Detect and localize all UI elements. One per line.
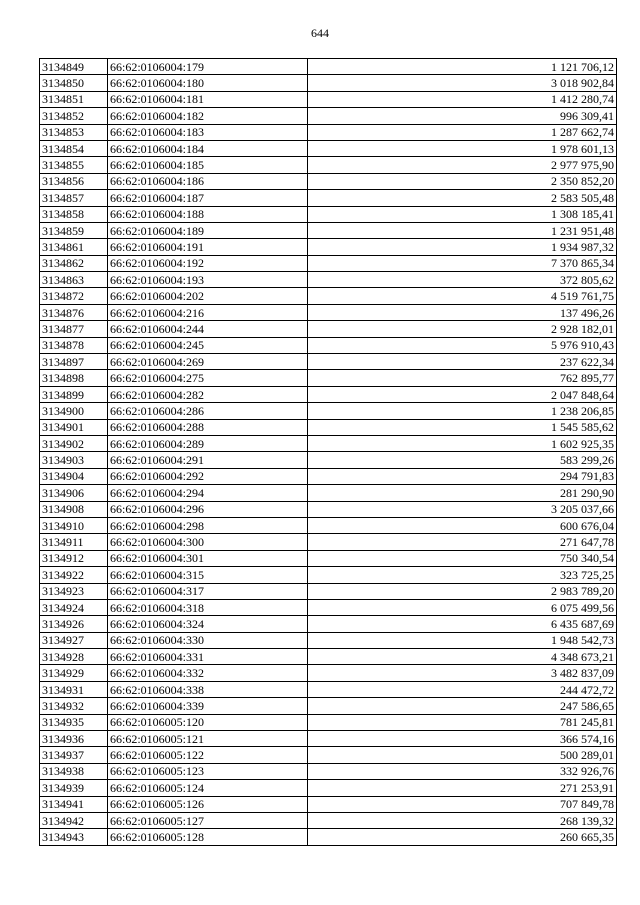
record-id-cell: 3134851 bbox=[40, 91, 108, 107]
table-row bbox=[40, 747, 617, 763]
record-id-cell: 3134904 bbox=[40, 468, 108, 484]
cadastral-number-cell: 66:62:0106004:300 bbox=[108, 534, 308, 550]
cadastral-number-cell: 66:62:0106004:245 bbox=[108, 337, 308, 353]
record-id-cell: 3134911 bbox=[40, 534, 108, 550]
record-id-cell: 3134862 bbox=[40, 255, 108, 271]
cadastral-number-cell: 66:62:0106004:188 bbox=[108, 206, 308, 222]
cadastral-number-cell: 66:62:0106004:180 bbox=[108, 75, 308, 91]
record-id-cell: 3134932 bbox=[40, 698, 108, 714]
cadastral-number-cell: 66:62:0106004:185 bbox=[108, 157, 308, 173]
cadastral-number-cell: 66:62:0106004:317 bbox=[108, 583, 308, 599]
value-cell: 2 983 789,20 bbox=[308, 583, 617, 599]
record-id-cell: 3134878 bbox=[40, 337, 108, 353]
value-cell: 281 290,90 bbox=[308, 485, 617, 501]
record-id-cell: 3134902 bbox=[40, 435, 108, 451]
cadastral-number-cell: 66:62:0106005:121 bbox=[108, 731, 308, 747]
record-id-cell: 3134935 bbox=[40, 714, 108, 730]
cadastral-number-cell: 66:62:0106004:301 bbox=[108, 550, 308, 566]
record-id-cell: 3134937 bbox=[40, 747, 108, 763]
value-cell: 3 482 837,09 bbox=[308, 665, 617, 681]
cadastral-number-cell: 66:62:0106004:184 bbox=[108, 140, 308, 156]
table-row bbox=[40, 419, 617, 435]
record-id-cell: 3134923 bbox=[40, 583, 108, 599]
value-cell: 1 978 601,13 bbox=[308, 140, 617, 156]
table-row bbox=[40, 435, 617, 451]
record-id-cell: 3134850 bbox=[40, 75, 108, 91]
value-cell: 707 849,78 bbox=[308, 796, 617, 812]
cadastral-number-cell: 66:62:0106004:289 bbox=[108, 435, 308, 451]
cadastral-number-cell: 66:62:0106004:193 bbox=[108, 272, 308, 288]
page-number: 644 bbox=[311, 26, 329, 40]
record-id-cell: 3134876 bbox=[40, 304, 108, 320]
table-row bbox=[40, 206, 617, 222]
record-id-cell: 3134863 bbox=[40, 272, 108, 288]
value-cell: 2 977 975,90 bbox=[308, 157, 617, 173]
cadastral-number-cell: 66:62:0106004:291 bbox=[108, 452, 308, 468]
table-body bbox=[40, 59, 617, 846]
value-cell: 2 047 848,64 bbox=[308, 386, 617, 402]
table-row bbox=[40, 649, 617, 665]
cadastral-number-cell: 66:62:0106004:189 bbox=[108, 222, 308, 238]
cadastral-number-cell: 66:62:0106005:122 bbox=[108, 747, 308, 763]
cadastral-number-cell: 66:62:0106005:124 bbox=[108, 780, 308, 796]
value-cell: 332 926,76 bbox=[308, 763, 617, 779]
record-id-cell: 3134849 bbox=[40, 59, 108, 75]
record-id-cell: 3134852 bbox=[40, 108, 108, 124]
table-row bbox=[40, 567, 617, 583]
cadastral-number-cell: 66:62:0106005:126 bbox=[108, 796, 308, 812]
cadastral-number-cell: 66:62:0106004:202 bbox=[108, 288, 308, 304]
record-id-cell: 3134903 bbox=[40, 452, 108, 468]
cadastral-number-cell: 66:62:0106004:298 bbox=[108, 517, 308, 533]
value-cell: 1 948 542,73 bbox=[308, 632, 617, 648]
value-cell: 3 018 902,84 bbox=[308, 75, 617, 91]
cadastral-number-cell: 66:62:0106004:296 bbox=[108, 501, 308, 517]
record-id-cell: 3134926 bbox=[40, 616, 108, 632]
value-cell: 1 602 925,35 bbox=[308, 435, 617, 451]
record-id-cell: 3134943 bbox=[40, 829, 108, 845]
table-row bbox=[40, 681, 617, 697]
value-cell: 137 496,26 bbox=[308, 304, 617, 320]
value-cell: 762 895,77 bbox=[308, 370, 617, 386]
table-row bbox=[40, 239, 617, 255]
table-row bbox=[40, 616, 617, 632]
cadastral-number-cell: 66:62:0106004:315 bbox=[108, 567, 308, 583]
cadastral-number-cell: 66:62:0106005:128 bbox=[108, 829, 308, 845]
table-row bbox=[40, 796, 617, 812]
record-id-cell: 3134899 bbox=[40, 386, 108, 402]
table-row bbox=[40, 468, 617, 484]
value-cell: 2 583 505,48 bbox=[308, 190, 617, 206]
table-row bbox=[40, 829, 617, 845]
record-id-cell: 3134931 bbox=[40, 681, 108, 697]
record-id-cell: 3134853 bbox=[40, 124, 108, 140]
value-cell: 500 289,01 bbox=[308, 747, 617, 763]
table-row bbox=[40, 780, 617, 796]
record-id-cell: 3134936 bbox=[40, 731, 108, 747]
table-row bbox=[40, 534, 617, 550]
table-row bbox=[40, 59, 617, 75]
cadastral-number-cell: 66:62:0106004:182 bbox=[108, 108, 308, 124]
table-row bbox=[40, 321, 617, 337]
table-row bbox=[40, 698, 617, 714]
cadastral-number-cell: 66:62:0106004:288 bbox=[108, 419, 308, 435]
value-cell: 237 622,34 bbox=[308, 354, 617, 370]
table-row bbox=[40, 583, 617, 599]
table-row bbox=[40, 222, 617, 238]
value-cell: 260 665,35 bbox=[308, 829, 617, 845]
cadastral-number-cell: 66:62:0106004:292 bbox=[108, 468, 308, 484]
cadastral-number-cell: 66:62:0106004:244 bbox=[108, 321, 308, 337]
cadastral-number-cell: 66:62:0106004:331 bbox=[108, 649, 308, 665]
cadastral-number-cell: 66:62:0106004:179 bbox=[108, 59, 308, 75]
table-row bbox=[40, 452, 617, 468]
record-id-cell: 3134856 bbox=[40, 173, 108, 189]
record-id-cell: 3134941 bbox=[40, 796, 108, 812]
table-row bbox=[40, 517, 617, 533]
table-row bbox=[40, 91, 617, 107]
value-cell: 1 934 987,32 bbox=[308, 239, 617, 255]
record-id-cell: 3134858 bbox=[40, 206, 108, 222]
record-id-cell: 3134861 bbox=[40, 239, 108, 255]
value-cell: 366 574,16 bbox=[308, 731, 617, 747]
table-row bbox=[40, 714, 617, 730]
record-id-cell: 3134857 bbox=[40, 190, 108, 206]
record-id-cell: 3134897 bbox=[40, 354, 108, 370]
value-cell: 294 791,83 bbox=[308, 468, 617, 484]
table-row bbox=[40, 812, 617, 828]
value-cell: 323 725,25 bbox=[308, 567, 617, 583]
record-id-cell: 3134942 bbox=[40, 812, 108, 828]
cadastral-number-cell: 66:62:0106004:181 bbox=[108, 91, 308, 107]
table-row bbox=[40, 731, 617, 747]
value-cell: 1 121 706,12 bbox=[308, 59, 617, 75]
value-cell: 1 308 185,41 bbox=[308, 206, 617, 222]
table-row bbox=[40, 632, 617, 648]
value-cell: 247 586,65 bbox=[308, 698, 617, 714]
value-cell: 271 647,78 bbox=[308, 534, 617, 550]
record-id-cell: 3134906 bbox=[40, 485, 108, 501]
value-cell: 4 519 761,75 bbox=[308, 288, 617, 304]
table-row bbox=[40, 763, 617, 779]
record-id-cell: 3134901 bbox=[40, 419, 108, 435]
value-cell: 1 238 206,85 bbox=[308, 403, 617, 419]
value-cell: 600 676,04 bbox=[308, 517, 617, 533]
cadastral-number-cell: 66:62:0106004:332 bbox=[108, 665, 308, 681]
value-cell: 3 205 037,66 bbox=[308, 501, 617, 517]
cadastral-number-cell: 66:62:0106004:286 bbox=[108, 403, 308, 419]
value-cell: 1 545 585,62 bbox=[308, 419, 617, 435]
cadastral-number-cell: 66:62:0106004:187 bbox=[108, 190, 308, 206]
value-cell: 583 299,26 bbox=[308, 452, 617, 468]
value-cell: 2 350 852,20 bbox=[308, 173, 617, 189]
record-id-cell: 3134912 bbox=[40, 550, 108, 566]
cadastral-number-cell: 66:62:0106004:269 bbox=[108, 354, 308, 370]
value-cell: 1 412 280,74 bbox=[308, 91, 617, 107]
record-id-cell: 3134855 bbox=[40, 157, 108, 173]
value-cell: 750 340,54 bbox=[308, 550, 617, 566]
record-id-cell: 3134927 bbox=[40, 632, 108, 648]
value-cell: 5 976 910,43 bbox=[308, 337, 617, 353]
cadastral-number-cell: 66:62:0106004:324 bbox=[108, 616, 308, 632]
table-row bbox=[40, 485, 617, 501]
table-row bbox=[40, 173, 617, 189]
table-row bbox=[40, 272, 617, 288]
value-cell: 6 435 687,69 bbox=[308, 616, 617, 632]
table-row bbox=[40, 255, 617, 271]
cadastral-number-cell: 66:62:0106004:216 bbox=[108, 304, 308, 320]
cadastral-number-cell: 66:62:0106004:330 bbox=[108, 632, 308, 648]
value-cell: 4 348 673,21 bbox=[308, 649, 617, 665]
cadastral-number-cell: 66:62:0106004:191 bbox=[108, 239, 308, 255]
cadastral-number-cell: 66:62:0106004:192 bbox=[108, 255, 308, 271]
record-id-cell: 3134900 bbox=[40, 403, 108, 419]
value-cell: 1 287 662,74 bbox=[308, 124, 617, 140]
value-cell: 6 075 499,56 bbox=[308, 599, 617, 615]
record-id-cell: 3134924 bbox=[40, 599, 108, 615]
table-row bbox=[40, 288, 617, 304]
cadastral-number-cell: 66:62:0106004:294 bbox=[108, 485, 308, 501]
table-row bbox=[40, 337, 617, 353]
value-cell: 7 370 865,34 bbox=[308, 255, 617, 271]
record-id-cell: 3134859 bbox=[40, 222, 108, 238]
value-cell: 996 309,41 bbox=[308, 108, 617, 124]
record-id-cell: 3134898 bbox=[40, 370, 108, 386]
table-row bbox=[40, 665, 617, 681]
value-cell: 271 253,91 bbox=[308, 780, 617, 796]
value-cell: 244 472,72 bbox=[308, 681, 617, 697]
table-row bbox=[40, 501, 617, 517]
cadastral-number-cell: 66:62:0106005:123 bbox=[108, 763, 308, 779]
record-id-cell: 3134908 bbox=[40, 501, 108, 517]
table-row bbox=[40, 403, 617, 419]
table-row bbox=[40, 157, 617, 173]
value-cell: 268 139,32 bbox=[308, 812, 617, 828]
cadastral-number-cell: 66:62:0106004:282 bbox=[108, 386, 308, 402]
table-row bbox=[40, 386, 617, 402]
table-row bbox=[40, 550, 617, 566]
cadastral-number-cell: 66:62:0106005:127 bbox=[108, 812, 308, 828]
table-row bbox=[40, 140, 617, 156]
value-cell: 2 928 182,01 bbox=[308, 321, 617, 337]
record-id-cell: 3134872 bbox=[40, 288, 108, 304]
record-id-cell: 3134939 bbox=[40, 780, 108, 796]
cadastral-number-cell: 66:62:0106004:318 bbox=[108, 599, 308, 615]
table-row bbox=[40, 124, 617, 140]
table-row bbox=[40, 108, 617, 124]
record-id-cell: 3134910 bbox=[40, 517, 108, 533]
record-id-cell: 3134938 bbox=[40, 763, 108, 779]
registry-table bbox=[39, 58, 617, 846]
cadastral-number-cell: 66:62:0106004:186 bbox=[108, 173, 308, 189]
record-id-cell: 3134877 bbox=[40, 321, 108, 337]
record-id-cell: 3134928 bbox=[40, 649, 108, 665]
table-row bbox=[40, 190, 617, 206]
record-id-cell: 3134922 bbox=[40, 567, 108, 583]
table-row bbox=[40, 370, 617, 386]
cadastral-number-cell: 66:62:0106005:120 bbox=[108, 714, 308, 730]
record-id-cell: 3134929 bbox=[40, 665, 108, 681]
table-row bbox=[40, 599, 617, 615]
cadastral-number-cell: 66:62:0106004:339 bbox=[108, 698, 308, 714]
cadastral-number-cell: 66:62:0106004:183 bbox=[108, 124, 308, 140]
value-cell: 781 245,81 bbox=[308, 714, 617, 730]
table-row bbox=[40, 304, 617, 320]
record-id-cell: 3134854 bbox=[40, 140, 108, 156]
value-cell: 372 805,62 bbox=[308, 272, 617, 288]
value-cell: 1 231 951,48 bbox=[308, 222, 617, 238]
cadastral-number-cell: 66:62:0106004:275 bbox=[108, 370, 308, 386]
table-row bbox=[40, 354, 617, 370]
table-row bbox=[40, 75, 617, 91]
cadastral-number-cell: 66:62:0106004:338 bbox=[108, 681, 308, 697]
